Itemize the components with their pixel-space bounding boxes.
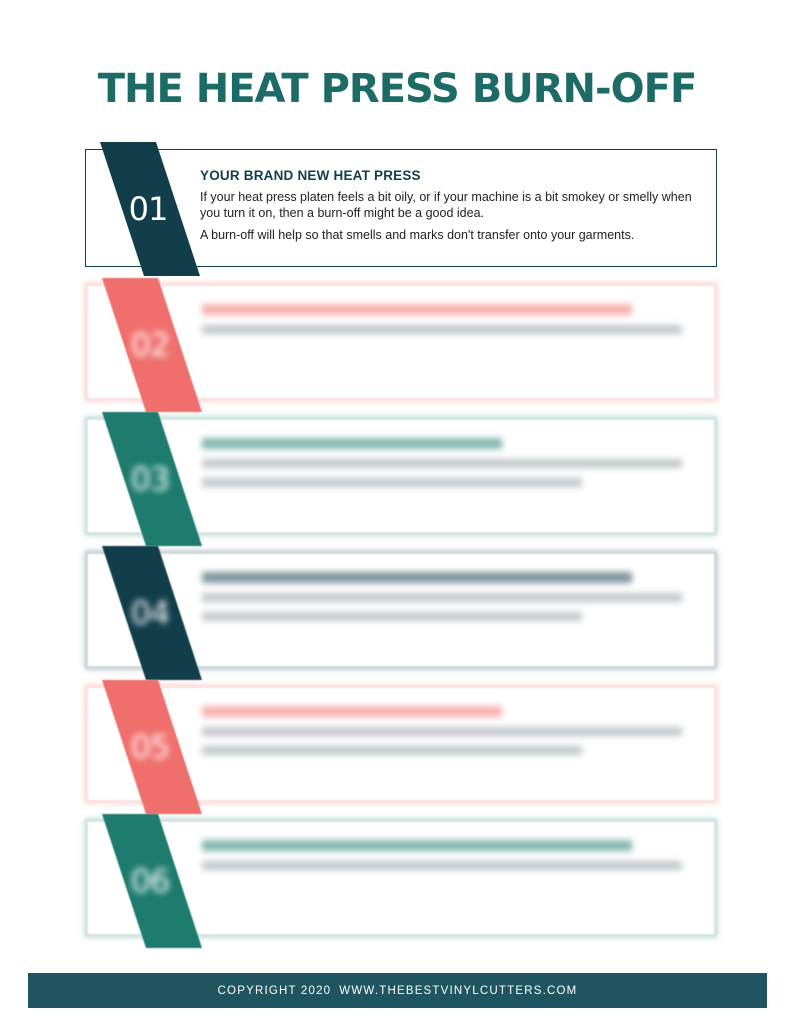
- footer-bar: [28, 973, 767, 1008]
- step-card-02: [85, 283, 717, 401]
- footer-copyright: COPYRIGHT 2020: [217, 984, 332, 997]
- step-heading: [202, 840, 632, 851]
- step-paragraph: A burn-off will help so that smells and marks don't transfer onto your garments.: [200, 228, 635, 242]
- step-heading: [202, 706, 502, 717]
- step-number: 04: [130, 594, 170, 632]
- page-title: THE HEAT PRESS BURN-OFF: [97, 66, 697, 112]
- step-paragraph: [202, 325, 682, 334]
- step-content: [202, 304, 704, 344]
- step-heading: YOUR BRAND NEW HEAT PRESS: [200, 168, 421, 183]
- step-content: [202, 572, 704, 631]
- footer-url[interactable]: WWW.THEBESTVINYLCUTTERS.COM: [339, 984, 578, 997]
- step-content: [200, 168, 706, 249]
- step-heading: [202, 572, 632, 583]
- step-card-06: [85, 819, 717, 937]
- step-paragraph: If your heat press platen feels a bit oily, or if your machine is a bit smokey or smelly when you turn it on, then a burn-off might be a good idea.: [200, 190, 692, 220]
- step-paragraph: [202, 612, 582, 621]
- step-card-01: [85, 149, 717, 267]
- step-number: 05: [130, 728, 170, 766]
- step-number: 06: [130, 862, 170, 900]
- step-heading: [202, 304, 632, 315]
- step-paragraph: [202, 746, 582, 755]
- step-paragraph: [202, 593, 682, 602]
- step-number: 01: [128, 190, 168, 228]
- step-content: [202, 840, 704, 880]
- step-heading: [202, 438, 502, 449]
- step-paragraph: [202, 727, 682, 736]
- step-paragraph: [202, 478, 582, 487]
- step-paragraph: [202, 861, 682, 870]
- step-card-04: [85, 551, 717, 669]
- step-content: [202, 438, 704, 497]
- step-number: 02: [130, 326, 170, 364]
- step-number: 03: [130, 460, 170, 498]
- step-card-05: [85, 685, 717, 803]
- step-paragraph: [202, 459, 682, 468]
- step-content: [202, 706, 704, 765]
- step-card-03: [85, 417, 717, 535]
